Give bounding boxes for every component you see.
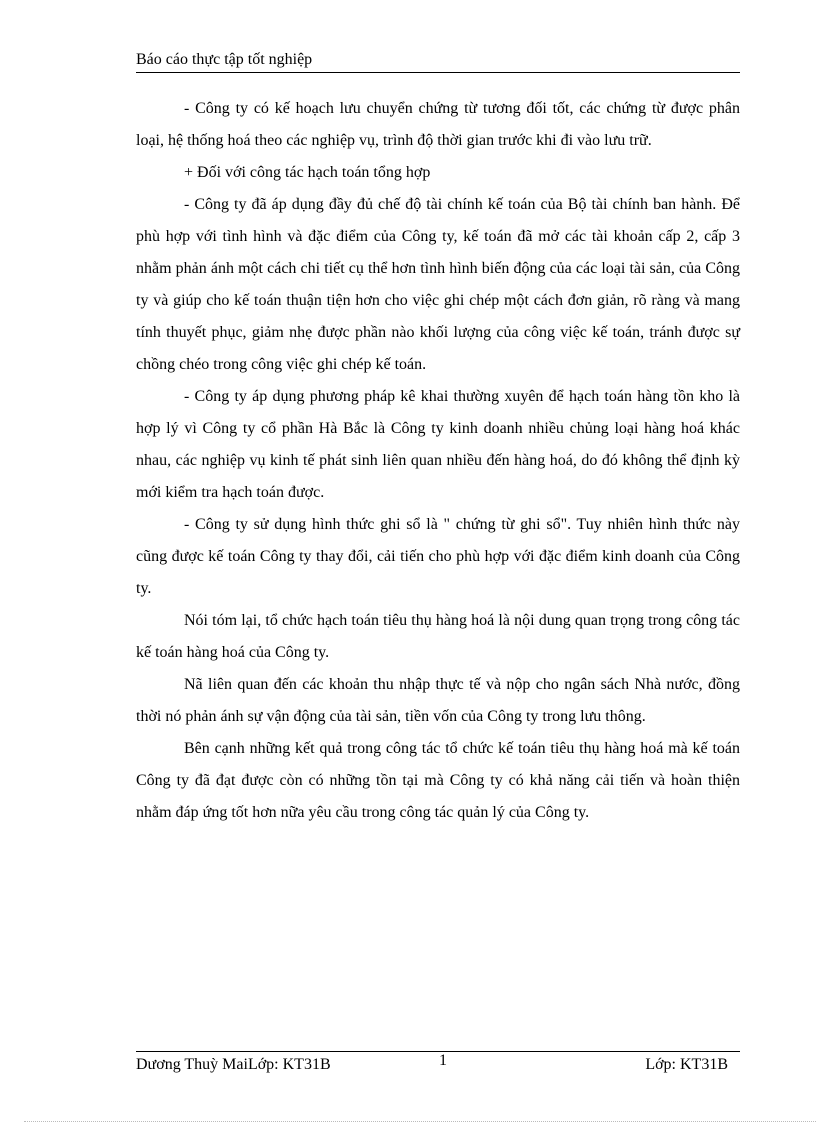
paragraph: - Công ty áp dụng phương pháp kê khai thường xuyên để hạch toán hàng tồn kho là hợp lý vì Công ty cổ phần Hà Bắc là Công ty kinh doanh nhiều chủng loại hàng hoá khác nhau, các nghiệp vụ kinh tế phát sinh liên quan nhiều đến hàng hoá, do đó không thể định kỳ mới kiểm tra hạch toán được. (136, 388, 740, 501)
footer-class: Lớp: KT31B (645, 1056, 728, 1073)
paragraph: - Công ty sử dụng hình thức ghi sổ là " chứng từ ghi sổ". Tuy nhiên hình thức này cũng được kế toán Công ty thay đổi, cải tiến cho phù hợp với đặc điểm kinh doanh của Công ty. (136, 516, 740, 597)
page-number: 1 (439, 1052, 447, 1069)
section-heading: + Đối với công tác hạch toán tổng hợp (184, 164, 431, 181)
header-title: Báo cáo thực tập tốt nghiệp (136, 51, 313, 68)
paragraph: - Công ty đã áp dụng đầy đủ chế độ tài chính kế toán của Bộ tài chính ban hành. Để phù hợp với tình hình và đặc điểm của Công ty, kế toán đã mở các tài khoản cấp 2, cấp 3 nhằm phản ánh một cách chi tiết cụ thể hơn tình hình biến động của các loại tài sản, của Công ty và giúp cho kế toán thuận tiện hơn cho việc ghi chép một cách đơn giản, rõ ràng và mang tính thuyết phục, giảm nhẹ được phần nào khối lượng của công việc kế toán, tránh được sự chồng chéo trong công việc ghi chép kế toán. (136, 196, 740, 373)
footer-author: Dương Thuỳ MaiLớp: KT31B (136, 1056, 331, 1073)
page-boundary-divider (24, 1121, 816, 1122)
paragraph: Bên cạnh những kết quả trong công tác tổ chức kế toán tiêu thụ hàng hoá mà kế toán Công ty đã đạt được còn có những tồn tại mà Công ty có khả năng cải tiến và hoàn thiện nhằm đáp ứng tốt hơn nữa yêu cầu trong công tác quản lý của Công ty. (136, 740, 740, 821)
paragraph: - Công ty có kế hoạch lưu chuyển chứng từ tương đối tốt, các chứng từ được phân loại, hệ thống hoá theo các nghiệp vụ, trình độ thời gian trước khi đi vào lưu trữ. (136, 100, 740, 149)
page-footer (136, 1051, 740, 1078)
document-body (136, 93, 740, 829)
paragraph: Nã liên quan đến các khoản thu nhập thực tế và nộp cho ngân sách Nhà nước, đồng thời nó phản ánh sự vận động của tài sản, tiền vốn của Công ty trong lưu thông. (136, 676, 740, 725)
page-header (136, 50, 740, 73)
paragraph: Nói tóm lại, tổ chức hạch toán tiêu thụ hàng hoá là nội dung quan trọng trong công tác kế toán hàng hoá của Công ty. (136, 612, 740, 661)
